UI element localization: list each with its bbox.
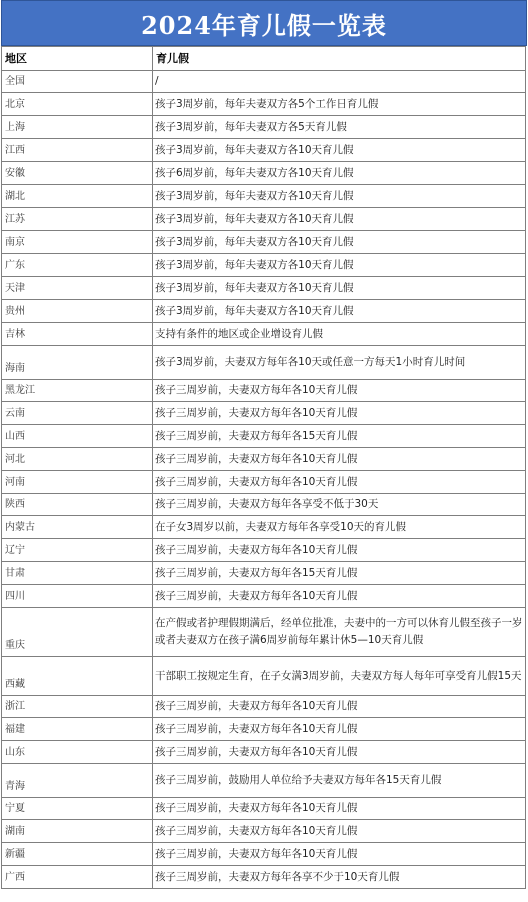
policy-cell: 孩子3周岁前，每年夫妻双方各5天育儿假 bbox=[153, 116, 526, 139]
policy-cell: 孩子3周岁前，每年夫妻双方各10天育儿假 bbox=[153, 231, 526, 254]
policy-cell: 孩子三周岁前，夫妻双方每年各10天育儿假 bbox=[153, 718, 526, 741]
region-cell: 湖南 bbox=[2, 820, 153, 843]
region-cell: 四川 bbox=[2, 585, 153, 608]
region-cell: 浙江 bbox=[2, 696, 153, 718]
region-cell: 云南 bbox=[2, 402, 153, 425]
region-cell: 北京 bbox=[2, 93, 153, 116]
table-row bbox=[2, 346, 526, 380]
region-cell: 上海 bbox=[2, 116, 153, 139]
table-row bbox=[2, 585, 526, 608]
table-row bbox=[2, 300, 526, 323]
table-row bbox=[2, 425, 526, 448]
region-cell: 广东 bbox=[2, 254, 153, 277]
leave-table-body bbox=[2, 47, 526, 889]
table-row bbox=[2, 139, 526, 162]
table-row bbox=[2, 71, 526, 93]
table-row bbox=[2, 494, 526, 516]
region-cell: 天津 bbox=[2, 277, 153, 300]
table-row bbox=[2, 231, 526, 254]
policy-cell: 孩子三周岁前，夫妻双方每年各10天育儿假 bbox=[153, 448, 526, 471]
region-cell: 山西 bbox=[2, 425, 153, 448]
policy-cell: 在子女3周岁以前，夫妻双方每年各享受10天的育儿假 bbox=[153, 516, 526, 539]
table-row bbox=[2, 539, 526, 562]
region-cell: 新疆 bbox=[2, 843, 153, 866]
table-row bbox=[2, 718, 526, 741]
table-row bbox=[2, 608, 526, 657]
policy-cell: 孩子三周岁前，夫妻双方每年各10天育儿假 bbox=[153, 741, 526, 764]
policy-cell: 孩子三周岁前，鼓励用人单位给予夫妻双方每年各15天育儿假 bbox=[153, 764, 526, 798]
table-row bbox=[2, 741, 526, 764]
policy-cell: 孩子三周岁前，夫妻双方每年各享不少于10天育儿假 bbox=[153, 866, 526, 889]
region-cell: 甘肃 bbox=[2, 562, 153, 585]
table-row bbox=[2, 696, 526, 718]
table-row bbox=[2, 562, 526, 585]
region-cell: 福建 bbox=[2, 718, 153, 741]
policy-cell: 孩子6周岁前，每年夫妻双方各10天育儿假 bbox=[153, 162, 526, 185]
region-cell: 河北 bbox=[2, 448, 153, 471]
region-cell: 黑龙江 bbox=[2, 380, 153, 402]
region-cell: 江苏 bbox=[2, 208, 153, 231]
table-row bbox=[2, 208, 526, 231]
table-row bbox=[2, 657, 526, 696]
leave-table bbox=[1, 46, 526, 889]
table-row bbox=[2, 323, 526, 346]
table-header-row bbox=[2, 47, 526, 71]
policy-cell: 在产假或者护理假期满后，经单位批准，夫妻中的一方可以休育儿假至孩子一岁或者夫妻双方在孩子满6周岁前每年累计休5—10天育儿假 bbox=[153, 608, 526, 657]
table-row bbox=[2, 402, 526, 425]
region-cell: 宁夏 bbox=[2, 798, 153, 820]
region-cell: 山东 bbox=[2, 741, 153, 764]
policy-cell: 孩子三周岁前，夫妻双方每年各10天育儿假 bbox=[153, 539, 526, 562]
table-row bbox=[2, 471, 526, 494]
region-cell: 安徽 bbox=[2, 162, 153, 185]
policy-cell: 孩子3周岁前，每年夫妻双方各10天育儿假 bbox=[153, 208, 526, 231]
region-cell: 辽宁 bbox=[2, 539, 153, 562]
policy-cell: 孩子三周岁前，夫妻双方每年各10天育儿假 bbox=[153, 471, 526, 494]
policy-cell: 孩子三周岁前，夫妻双方每年各10天育儿假 bbox=[153, 843, 526, 866]
policy-cell: 孩子3周岁前，每年夫妻双方各10天育儿假 bbox=[153, 300, 526, 323]
region-cell: 西藏 bbox=[2, 657, 153, 696]
policy-cell: 孩子三周岁前，夫妻双方每年各10天育儿假 bbox=[153, 380, 526, 402]
table-row bbox=[2, 277, 526, 300]
policy-cell: 孩子三周岁前，夫妻双方每年各10天育儿假 bbox=[153, 820, 526, 843]
policy-cell: / bbox=[153, 71, 526, 93]
region-cell: 贵州 bbox=[2, 300, 153, 323]
policy-cell: 支持有条件的地区或企业增设育儿假 bbox=[153, 323, 526, 346]
region-cell: 河南 bbox=[2, 471, 153, 494]
table-title: 2024年育儿假一览表 bbox=[1, 0, 527, 46]
region-cell: 全国 bbox=[2, 71, 153, 93]
region-cell: 重庆 bbox=[2, 608, 153, 657]
table-row bbox=[2, 820, 526, 843]
table-row bbox=[2, 516, 526, 539]
policy-cell: 孩子三周岁前，夫妻双方每年各享受不低于30天 bbox=[153, 494, 526, 516]
region-cell: 青海 bbox=[2, 764, 153, 798]
region-cell: 内蒙古 bbox=[2, 516, 153, 539]
policy-cell: 孩子三周岁前，夫妻双方每年各10天育儿假 bbox=[153, 696, 526, 718]
policy-cell: 孩子3周岁前，每年夫妻双方各10天育儿假 bbox=[153, 139, 526, 162]
table-row bbox=[2, 93, 526, 116]
region-cell: 吉林 bbox=[2, 323, 153, 346]
table-row bbox=[2, 798, 526, 820]
policy-cell: 孩子3周岁前，每年夫妻双方各5个工作日育儿假 bbox=[153, 93, 526, 116]
table-row bbox=[2, 764, 526, 798]
table-row bbox=[2, 866, 526, 889]
leave-table-sheet bbox=[1, 0, 527, 889]
policy-cell: 孩子3周岁前，夫妻双方每年各10天或任意一方每天1小时育儿时间 bbox=[153, 346, 526, 380]
policy-cell: 孩子三周岁前，夫妻双方每年各10天育儿假 bbox=[153, 585, 526, 608]
policy-cell: 孩子三周岁前，夫妻双方每年各15天育儿假 bbox=[153, 562, 526, 585]
table-row bbox=[2, 162, 526, 185]
policy-cell: 干部职工按规定生育，在子女满3周岁前，夫妻双方每人每年可享受育儿假15天 bbox=[153, 657, 526, 696]
region-cell: 南京 bbox=[2, 231, 153, 254]
region-cell: 湖北 bbox=[2, 185, 153, 208]
policy-cell: 孩子3周岁前，每年夫妻双方各10天育儿假 bbox=[153, 254, 526, 277]
policy-cell: 孩子3周岁前，每年夫妻双方各10天育儿假 bbox=[153, 277, 526, 300]
table-row bbox=[2, 254, 526, 277]
policy-cell: 孩子三周岁前，夫妻双方每年各10天育儿假 bbox=[153, 402, 526, 425]
region-cell: 广西 bbox=[2, 866, 153, 889]
header-policy: 育儿假 bbox=[153, 47, 526, 71]
policy-cell: 孩子3周岁前，每年夫妻双方各10天育儿假 bbox=[153, 185, 526, 208]
region-cell: 江西 bbox=[2, 139, 153, 162]
policy-cell: 孩子三周岁前，夫妻双方每年各10天育儿假 bbox=[153, 798, 526, 820]
table-row bbox=[2, 448, 526, 471]
policy-cell: 孩子三周岁前，夫妻双方每年各15天育儿假 bbox=[153, 425, 526, 448]
header-region: 地区 bbox=[2, 47, 153, 71]
region-cell: 陕西 bbox=[2, 494, 153, 516]
table-row bbox=[2, 380, 526, 402]
table-row bbox=[2, 843, 526, 866]
region-cell: 海南 bbox=[2, 346, 153, 380]
table-row bbox=[2, 185, 526, 208]
table-row bbox=[2, 116, 526, 139]
